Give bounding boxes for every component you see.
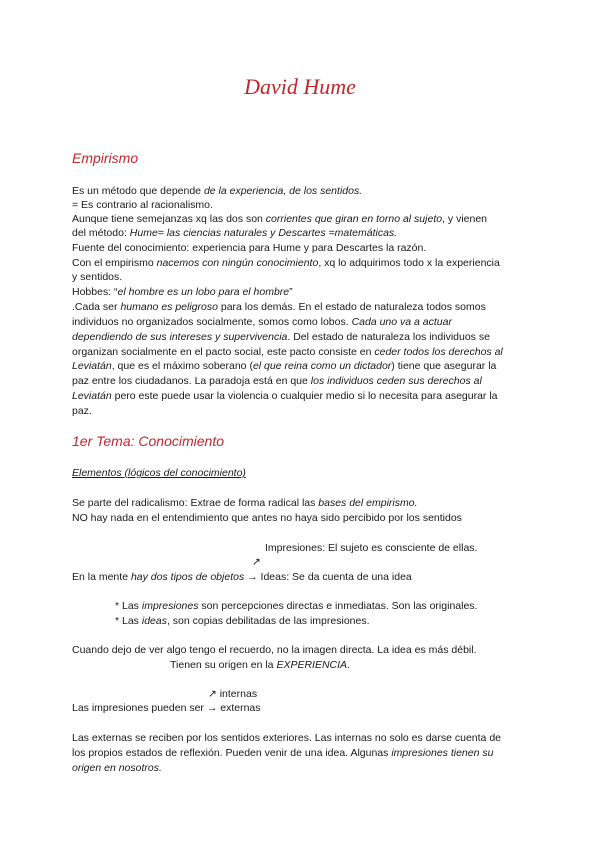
paragraph-line: [72, 746, 532, 760]
paragraph-line: [72, 359, 532, 373]
text-italic: dependiendo de sus intereses y supervivencia: [72, 331, 288, 343]
paragraph-line: [72, 404, 532, 418]
paragraph-line: [72, 241, 532, 255]
text-italic: el hombre es un lobo para el hombre: [117, 286, 290, 298]
bullet-impresiones: [115, 599, 575, 613]
text: . Del estado de naturaleza los individuos se: [287, 331, 490, 343]
text-italic: ideas: [141, 615, 167, 627]
externas-line: Las impresiones pueden ser → externas: [72, 702, 261, 714]
text: y sentidos.: [72, 271, 123, 283]
text-italic: Hume= las ciencias naturales y Descartes =matemáticas.: [129, 227, 398, 239]
paragraph-line: [72, 345, 532, 359]
text: del método:: [72, 227, 130, 239]
text: son percepciones directas e inmediatas. Son las originales.: [198, 600, 478, 612]
text: .: [347, 659, 350, 671]
paragraph-line: [72, 184, 532, 198]
text: Cuando dejo de ver algo tengo el recuerdo, no la imagen directa. La idea es más débil.: [72, 644, 477, 656]
paragraph-line: origen en nosotros.: [72, 762, 162, 774]
text-italic: ceder todos los derechos al: [374, 346, 503, 358]
text: Hobbes: “: [72, 286, 118, 298]
text-italic: bases del empirismo.: [318, 497, 418, 509]
text: ) tiene que asegurar la: [391, 360, 497, 372]
text: para los demás. En el estado de naturaleza todos somos: [217, 301, 486, 313]
text: paz.: [72, 405, 92, 417]
text: * Las: [115, 615, 142, 627]
text-italic: EXPERIENCIA: [276, 659, 348, 671]
text-italic: nacemos con ningún conocimiento: [156, 257, 319, 269]
text: → Ideas: Se da cuenta de una idea: [244, 571, 412, 583]
paragraph-line: [72, 511, 532, 525]
paragraph-line: [72, 374, 532, 388]
text-italic: corrientes que giran en torno al sujeto: [265, 213, 443, 225]
text: , son copias debilitadas de las impresiones.: [166, 615, 370, 627]
text: En la mente: [72, 571, 131, 583]
text-italic: Cada uno va a actuar: [351, 316, 452, 328]
text: Es un método que depende: [72, 185, 204, 197]
arrow-up-icon: ↗: [252, 556, 261, 568]
text: , que es el máximo soberano (: [111, 360, 253, 372]
impresiones-branch: Impresiones: El sujeto es consciente de ellas.: [265, 542, 478, 554]
paragraph-line: [72, 285, 532, 299]
text-italic: hay dos tipos de objetos: [130, 571, 245, 583]
text-italic: impresiones: [141, 600, 199, 612]
text: organizan socialmente en el pacto social, este pacto consiste en: [72, 346, 375, 358]
text: paz entre los ciudadanos. La paradoja está en que: [72, 375, 311, 387]
text: = Es contrario al racionalismo.: [72, 199, 213, 211]
paragraph-line: [72, 198, 532, 212]
text: Aunque tiene semejanzas xq las dos son: [72, 213, 266, 225]
paragraph-line: [72, 389, 532, 403]
paragraph-line: [72, 226, 532, 240]
text: los propios estados de reflexión. Pueden venir de una idea. Algunas: [72, 747, 392, 759]
text: , y vienen: [442, 213, 488, 225]
section-heading-empirismo: Empirismo: [72, 150, 139, 166]
paragraph-line: [72, 315, 532, 329]
internas-branch: ↗ internas: [208, 688, 258, 700]
text: , xq lo adquirimos todo x la experiencia: [318, 257, 500, 269]
paragraph-line: [72, 212, 532, 226]
paragraph-line: [72, 270, 532, 284]
text: Las externas se reciben por los sentidos exteriores. Las internas no solo es darse cuenta de: [72, 732, 501, 744]
paragraph-line: [72, 731, 532, 745]
text: * Las: [115, 600, 142, 612]
text-italic: Leviatán: [72, 360, 112, 372]
section-heading-conocimiento: 1er Tema: Conocimiento: [72, 433, 225, 449]
bullet-ideas: [115, 614, 575, 628]
text-italic: Leviatán: [72, 390, 112, 402]
paragraph-line: [72, 496, 532, 510]
paragraph-line: [72, 570, 532, 584]
text-italic: impresiones tienen su: [391, 747, 494, 759]
text: Fuente del conocimiento: experiencia para Hume y para Descartes la razón.: [72, 242, 427, 254]
paragraph-line: [72, 256, 532, 270]
text-italic: humano es peligroso: [120, 301, 218, 313]
text: .Cada ser: [72, 301, 121, 313]
text-italic: de la experiencia, de los sentidos.: [203, 185, 363, 197]
paragraph-line: [72, 300, 532, 314]
paragraph-line: [72, 643, 532, 657]
text: individuos no organizados socialmente, somos como lobos.: [72, 316, 352, 328]
text: Con el empirismo: [72, 257, 157, 269]
text: Se parte del radicalismo: Extrae de forma radical las: [72, 497, 319, 509]
text: pero este puede usar la violencia o cualquier medio si lo necesita para asegurar la: [111, 390, 498, 402]
subheading-elementos: Elementos (lógicos del conocimiento): [72, 467, 246, 479]
document-title: David Hume: [244, 74, 356, 99]
text: NO hay nada en el entendimiento que antes no haya sido percibido por los sentidos: [72, 512, 462, 524]
paragraph-line: [170, 658, 600, 672]
text: ”: [289, 286, 293, 298]
text: Tienen su origen en la: [170, 659, 277, 671]
paragraph-line: [72, 330, 532, 344]
text-italic: los individuos ceden sus derechos al: [310, 375, 482, 387]
text-italic: el que reina como un dictador: [252, 360, 392, 372]
